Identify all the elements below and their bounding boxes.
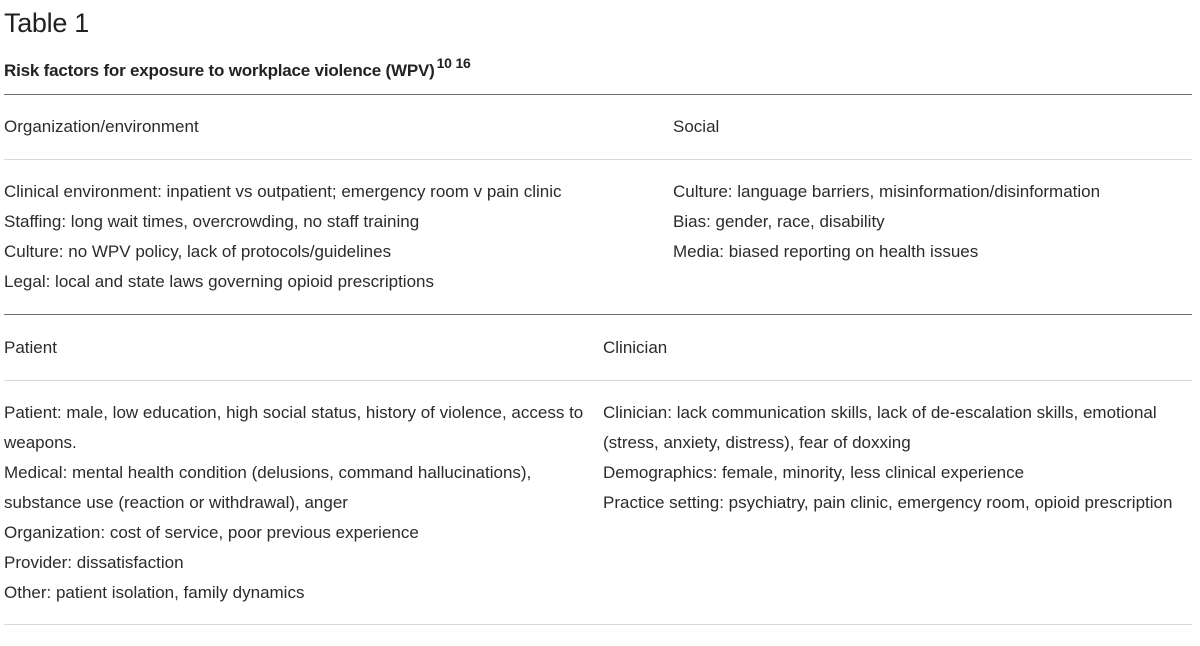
- list-item: Practice setting: psychiatry, pain clinic, emergency room, opioid prescription: [603, 493, 1173, 512]
- list-item: substance use (reaction or withdrawal), anger: [4, 493, 348, 512]
- header-divider-1: [4, 159, 1192, 160]
- list-item: Culture: no WPV policy, lack of protocols/guidelines: [4, 242, 392, 261]
- header-divider-2: [4, 380, 1192, 381]
- header-clinician: Clinician: [603, 338, 668, 357]
- list-item: Staffing: long wait times, overcrowding, no staff training: [4, 212, 420, 231]
- list-item: Bias: gender, race, disability: [673, 212, 885, 231]
- caption-text: Risk factors for exposure to workplace violence (WPV): [4, 61, 435, 80]
- social-cell: [673, 177, 1100, 267]
- list-item: Patient: male, low education, high social status, history of violence, access to: [4, 403, 584, 422]
- list-item: (stress, anxiety, distress), fear of doxxing: [603, 433, 911, 452]
- header-social: Social: [673, 117, 720, 136]
- list-item: Provider: dissatisfaction: [4, 553, 184, 572]
- header-organization-environment: Organization/environment: [4, 117, 199, 136]
- top-rule: [4, 94, 1192, 95]
- table-label: Table 1: [4, 8, 89, 38]
- organization-environment-cell: [4, 177, 562, 297]
- list-item: Other: patient isolation, family dynamics: [4, 583, 305, 602]
- patient-cell: [4, 398, 583, 608]
- list-item: weapons.: [4, 433, 77, 452]
- header-patient: Patient: [4, 338, 57, 357]
- list-item: Organization: cost of service, poor previous experience: [4, 523, 419, 542]
- caption-references[interactable]: 10 16: [436, 55, 471, 71]
- list-item: Clinician: lack communication skills, lack of de-escalation skills, emotional: [603, 403, 1157, 422]
- list-item: Culture: language barriers, misinformation/disinformation: [673, 182, 1101, 201]
- clinician-cell: [603, 398, 1172, 518]
- list-item: Medical: mental health condition (delusions, command hallucinations),: [4, 463, 532, 482]
- list-item: Demographics: female, minority, less clinical experience: [603, 463, 1025, 482]
- list-item: Clinical environment: inpatient vs outpatient; emergency room v pain clinic: [4, 182, 562, 201]
- bottom-rule: [4, 624, 1192, 625]
- list-item: Media: biased reporting on health issues: [673, 242, 979, 261]
- list-item: Legal: local and state laws governing opioid prescriptions: [4, 272, 434, 291]
- section-rule: [4, 314, 1192, 315]
- table-caption: [4, 55, 471, 81]
